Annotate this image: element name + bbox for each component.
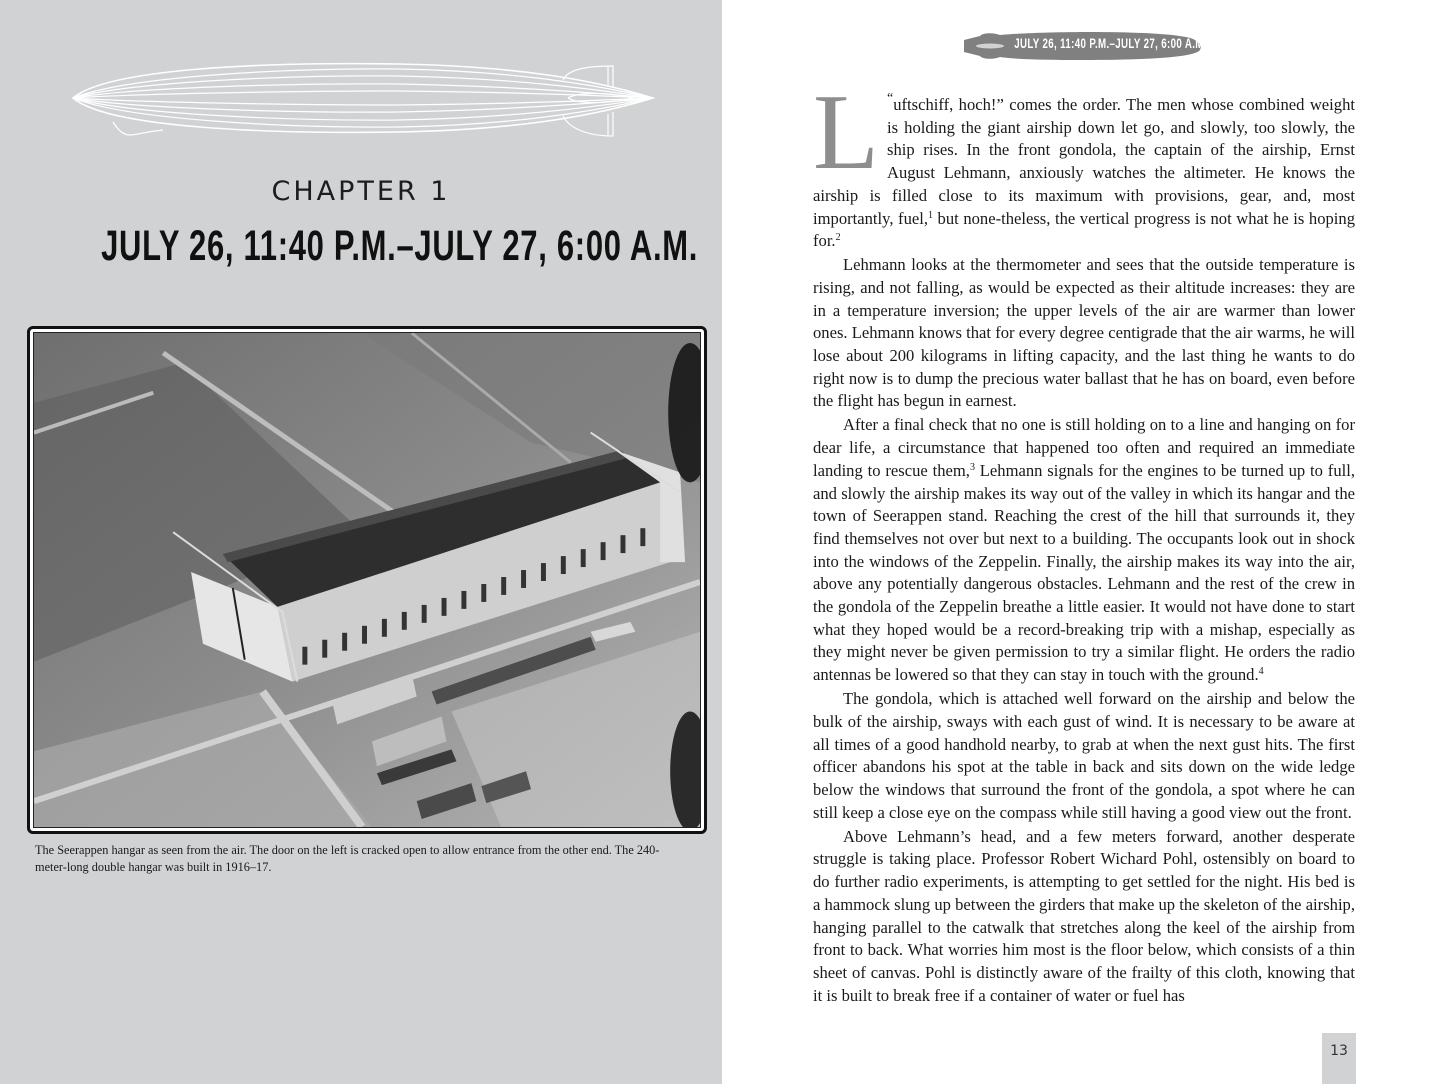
chapter-label: CHAPTER 1 [271,176,451,207]
hangar-aerial-photo [33,332,701,828]
paragraph: Lehmann looks at the thermometer and sees that the outside temperature is rising, and not falling, as would be expected as their altitude increases: they are in a temperature inversion; the upper levels of the air are warmer than lower ones. Lehmann knows that for every degree centigrade that the air warms, he will lose about 200 kilograms in lifting capacity, and the last thing he wants to do right now is to dump the precious water ballast that he has on board, even before the flight has begun in earnest. [813,255,1355,411]
paragraph: Above Lehmann’s head, and a few meters forward, another desperate struggle is taking place. Professor Robert Wichard Pohl, ostensibly on board to do further radio experiments, is attempting to get settled for the night. His bed is a hammock slung up between the girders that make up the skeleton of the airship, hanging parallel to the catwalk that stretches along the keel of the airship from front to back. What worries him most is the floor below, which consists of a thin sheet of canvas. Pohl is distinctly aware of the frailty of this cloth, knowing that it is built to break free if a container of water or fuel has [813,826,1355,1005]
footnote-ref[interactable]: 4 [1258,666,1264,678]
paragraph: “ L uftschiff, hoch!” comes the order. The men whose combined weight is holding the giant airship down let go, and slowly, too slowly, the ship rises. In the front gondola, the captain of the airship, Ernst August Lehmann, anxiously watches the altimeter. He knows the airship is filled close to its maximum with provisions, gear, and, most importantly, fuel,$^1$ but none-theless, the vertical progress is not what he is hoping for.$^2$ [813,73,1355,251]
page-number-tab [1322,1033,1356,1084]
figure-caption: The Seerappen hangar as seen from the air. The door on the left is cracked open to allow entrance from the other end. The 240-meter-long double hangar was built in 1916–17. [35,843,660,874]
left-page [0,0,722,1084]
paragraph: After a final check that no one is still holding on to a line and hanging on for dear life, a circumstance that happened too often and required an immediate landing to rescue them,$^3$ Lehmann signals for the engines to be turned up to full, and slowly the airship makes its way out of the valley in which its hangar and the town of Seerappen stand. Reaching the crest of the hill that surrounds it, they find themselves not over but next to a building. The occupants look out in shock into the windows of the Zeppelin. Finally, the airship makes its way into the air, above any potentially dangerous obstacles. Lehmann and the rest of the crew in the gondola of the Zeppelin breathe a little easier. It would not have done to start what they hoped would be a record-breaking trip with a mishap, especially as they might never be given permission to try a similar flight. He orders the radio antennas be lowered so that they can stay in touch with the ground.$^4$ [813,415,1355,685]
footnote-ref[interactable]: 2 [835,232,841,244]
body-text [813,73,1355,1009]
figure-photo-frame [27,326,707,834]
footnote-ref[interactable]: 1 [928,209,933,221]
drop-cap: L [813,73,879,192]
zeppelin-illustration-icon [68,58,658,148]
page-number: 13 [1330,1043,1348,1059]
running-head-text: JULY 26, 11:40 P.M.–JULY 27, 6:00 A.M. [1014,36,1207,51]
paragraph: The gondola, which is attached well forward on the airship and below the bulk of the airship, sways with each gust of wind. It is necessary to be aware at all times of a good handhold nearby, to grab at when the next gust hits. The first officer abandons his spot at the table in back and sits down on the wide ledge below the windows that surround the front of the gondola, a spot where he can still keep a close eye on the compass while still having a good view out the front. [813,689,1355,822]
footnote-ref[interactable]: 3 [969,461,975,473]
running-head [962,30,1207,62]
chapter-title: JULY 26, 11:40 P.M.–JULY 27, 6:00 A.M. [101,222,699,270]
open-quote: “ [886,91,894,106]
